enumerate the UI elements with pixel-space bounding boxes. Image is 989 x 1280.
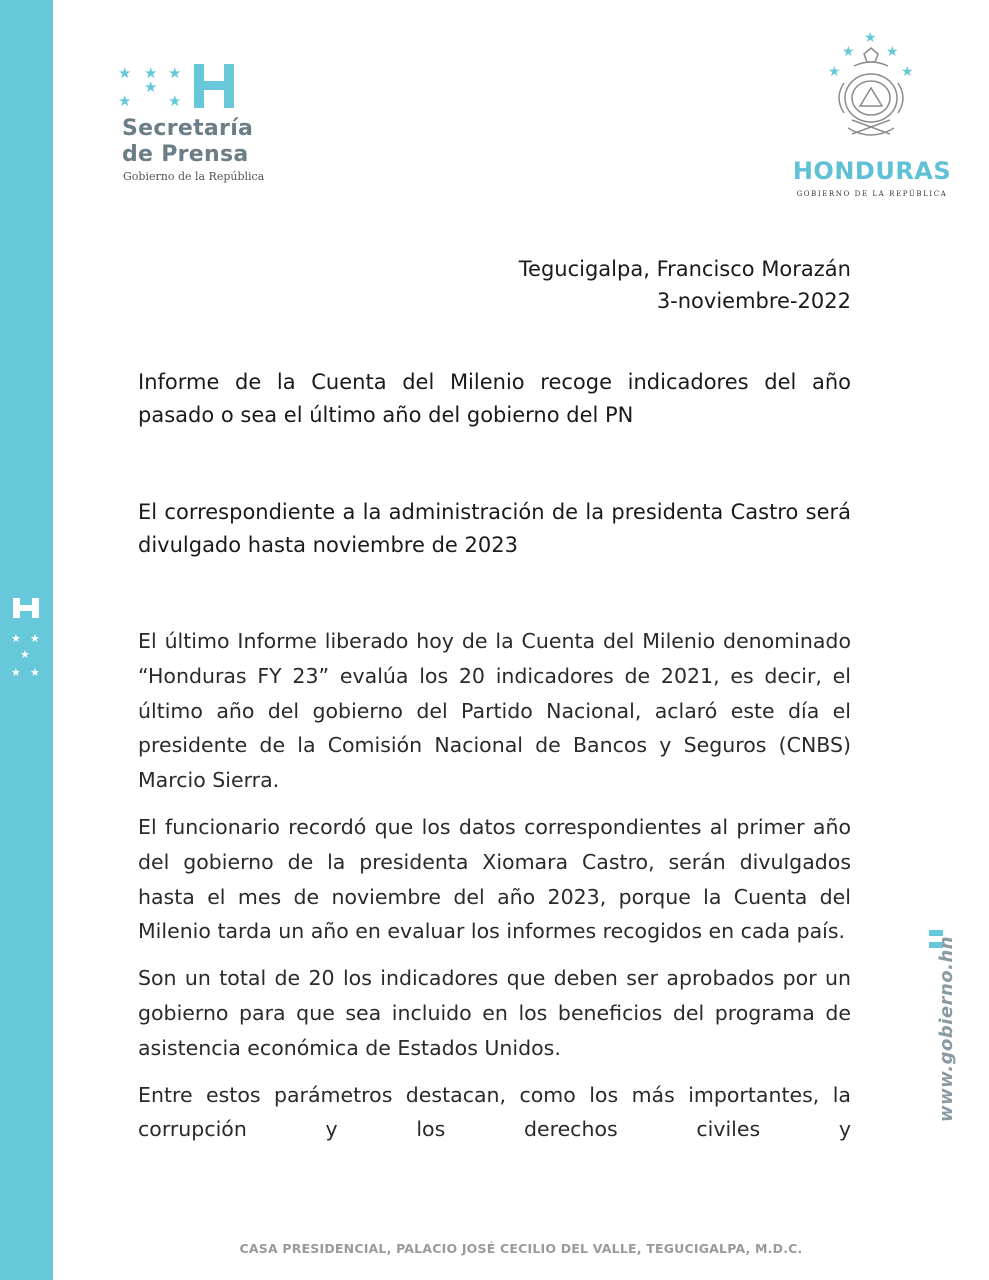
article-body [138, 624, 851, 1159]
paragraph: El funcionario recordó que los datos correspondientes al primer año del gobierno de la presidenta Xiomara Castro, serán divulgados hasta el mes de noviembre del año 2023, porque la Cuenta del Milenio tarda un año en evaluar los informes recogidos en cada país. [138, 814, 851, 944]
headline-secondary: El correspondiente a la administración de la presidenta Castro será divulgado hasta noviembre de 2023 [138, 500, 851, 557]
footer-address: CASA PRESIDENCIAL, PALACIO JOSÉ CECILIO DEL VALLE, TEGUCIGALPA, M.D.C. [239, 1241, 803, 1256]
dateline [519, 253, 851, 317]
svg-text:★: ★ [864, 30, 877, 46]
secretaria-subtitle: Gobierno de la República [123, 170, 265, 183]
honduras-coat-of-arms-icon [824, 28, 918, 156]
dateline-place: Tegucigalpa, Francisco Morazán [518, 257, 851, 281]
svg-text:★: ★ [144, 64, 158, 82]
svg-text:★: ★ [168, 64, 182, 82]
side-accent-bar [0, 0, 53, 1280]
paragraph: Entre estos parámetros destacan, como los más importantes, la corrupción y los derechos civiles y [138, 1082, 851, 1142]
svg-text:★: ★ [118, 92, 132, 110]
side-h-logo-icon [10, 598, 44, 682]
website-link[interactable]: www.gobierno.hn [936, 935, 957, 1122]
svg-text:★: ★ [168, 92, 182, 110]
paragraph: El último Informe liberado hoy de la Cuenta del Milenio denominado “Honduras FY 23” evalúa los 20 indicadores de 2021, es decir, el último año del gobierno del Partido Nacional, aclaró este día el presidente de la Comisión Nacional de Bancos y Seguros (CNBS) Marcio Sierra. [138, 629, 851, 793]
headline-primary: Informe de la Cuenta del Milenio recoge indicadores del año pasado o sea el último año del gobierno del PN [138, 370, 851, 427]
svg-text:★: ★ [842, 44, 855, 60]
svg-text:★: ★ [20, 648, 30, 661]
svg-text:★: ★ [144, 78, 158, 96]
svg-text:★: ★ [30, 666, 40, 679]
secretaria-title: Secretaría de Prensa [122, 116, 254, 167]
svg-text:★: ★ [30, 632, 40, 645]
svg-text:★: ★ [828, 64, 841, 80]
svg-text:★: ★ [886, 44, 899, 60]
svg-text:★: ★ [901, 64, 914, 80]
svg-text:★: ★ [11, 666, 21, 679]
honduras-subtitle: GOBIERNO DE LA REPÚBLICA [796, 190, 948, 198]
paragraph: Son un total de 20 los indicadores que deben ser aprobados por un gobierno para que sea incluido en los beneficios del programa de asistencia económica de Estados Unidos. [138, 966, 851, 1060]
dateline-date: 3-noviembre-2022 [656, 289, 851, 313]
honduras-title: HONDURAS [792, 157, 952, 185]
svg-text:★: ★ [118, 64, 132, 82]
svg-text:★: ★ [11, 632, 21, 645]
